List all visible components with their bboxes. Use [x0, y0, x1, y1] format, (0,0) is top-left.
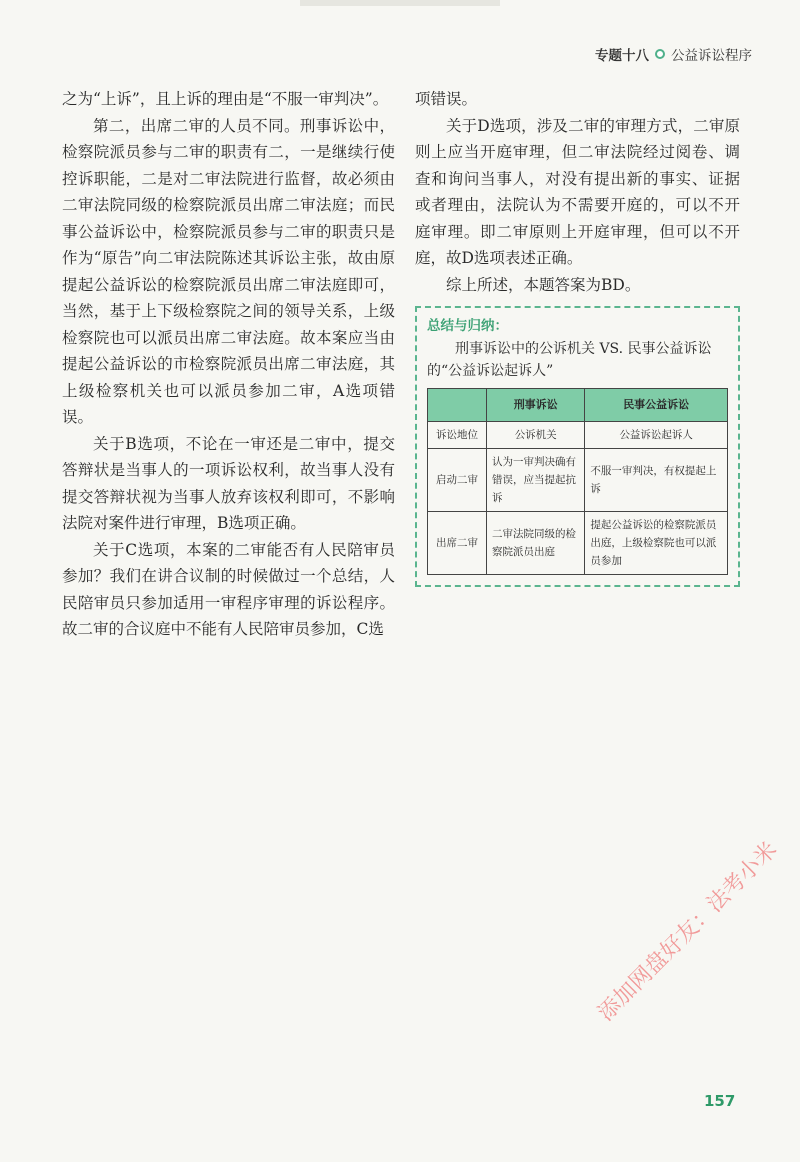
- summary-box: [415, 306, 740, 587]
- running-header: [595, 44, 752, 64]
- paragraph: 之为“上诉”，且上诉的理由是“不服一审判决”。: [62, 90, 389, 108]
- row-header-cell: 诉讼地位: [428, 422, 487, 449]
- table-cell: 提起公益诉讼的检察院派员出庭，上级检察院也可以派员参加: [585, 512, 728, 575]
- table-cell: 公益诉讼起诉人: [585, 422, 728, 449]
- table-header-row: [428, 389, 728, 422]
- table-row: [428, 449, 728, 512]
- left-column: [62, 86, 395, 643]
- paragraph: 综上所述，本题答案为BD。: [446, 275, 641, 294]
- top-scan-band: [300, 0, 500, 6]
- row-header-cell: 出席二审: [428, 512, 487, 575]
- table-row: [428, 422, 728, 449]
- table-header-cell: [428, 389, 487, 422]
- right-column: [415, 86, 740, 587]
- watermark-text: 添加网盘好友：法考小米: [593, 837, 783, 1027]
- table-cell: 不服一审判决，有权提起上诉: [585, 449, 728, 512]
- paragraph: 关于B选项，不论在一审还是二审中，提交答辩状是当事人的一项诉讼权利，故当事人没有提交答辩状视为当事人放弃该权利即可，不影响法院对案件进行审理，B选项正确。: [62, 434, 395, 532]
- circle-bullet-icon: [655, 49, 665, 59]
- summary-subtitle: 刑事诉讼中的公诉机关 VS. 民事公益诉讼的“公益诉讼起诉人”: [427, 341, 712, 379]
- paragraph: 关于C选项，本案的二审能否有人民陪审员参加？我们在讲合议制的时候做过一个总结，人民陪审员只参加适用一审程序审理的诉讼程序。故二审的合议庭中不能有人民陪审员参加，C选: [62, 540, 395, 638]
- summary-title: 总结与归纳：: [427, 318, 508, 334]
- table-header-cell: 民事公益诉讼: [585, 389, 728, 422]
- comparison-table: [427, 388, 728, 575]
- paragraph: 第二，出席二审的人员不同。刑事诉讼中，检察院派员参与二审的职责有二，一是继续行使控诉职能，二是对二审法院进行监督，故必须由二审法院同级的检察院派员出席二审法庭；而民事公益诉讼中，检察院派员参与二审的职责只是作为“原告”向二审法院陈述其诉讼主张，故由原提起公益诉讼的检察院派员出席二审法庭即可，当然，基于上下级检察院之间的领导关系，上级检察院也可以派员出席二审法庭。故本案应当由提起公益诉讼的市检察院派员出席二审法庭，其上级检察机关也可以派员参加二审，A选项错误。: [62, 116, 395, 426]
- row-header-cell: 启动二审: [428, 449, 487, 512]
- paragraph: 关于D选项，涉及二审的审理方式，二审原则上应当开庭审理，但二审法院经过阅卷、调查和询问当事人，对没有提出新的事实、证据或者理由，法院认为不需要开庭的，可以不开庭审理。即二审原则上开庭审理，但可以不开庭，故D选项表述正确。: [415, 116, 740, 267]
- table-header-cell: 刑事诉讼: [487, 389, 585, 422]
- section-label: 公益诉讼程序: [671, 48, 752, 64]
- table-cell: 认为一审判决确有错误，应当提起抗诉: [487, 449, 585, 512]
- table-cell: 公诉机关: [487, 422, 585, 449]
- table-cell: 二审法院同级的检察院派员出庭: [487, 512, 585, 575]
- table-row: [428, 512, 728, 575]
- chapter-label: 专题十八: [595, 48, 649, 64]
- page-number: 157: [704, 1092, 736, 1110]
- paragraph: 项错误。: [415, 90, 478, 108]
